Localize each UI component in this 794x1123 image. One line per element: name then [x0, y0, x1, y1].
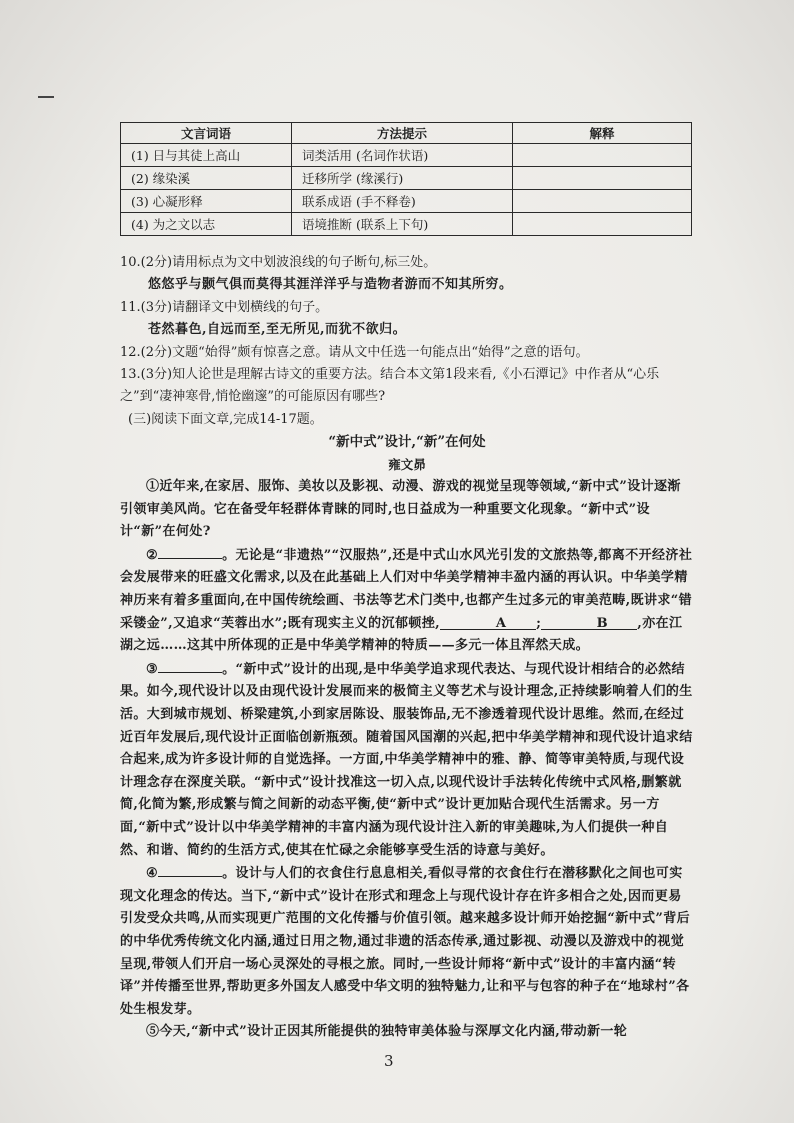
table-cell: 联系成语 (手不释卷) — [292, 190, 513, 213]
question-10-quote: 悠悠乎与颢气俱而莫得其涯洋洋乎与造物者游而不知其所穷。 — [148, 277, 513, 293]
paragraph-3-text: 。“新中式”设计的出现,是中华美学追求现代表达、与现代设计相结合的必然结果。如今,现代设计以及由现代设计发展而来的极简主义等艺术与设计理念,正持续影响着人们的生活。大到城市规划、桥梁建筑,小到家居陈设、服装饰品,无不渗透着现代设计思维。然而,在经过近百年发展后,现代设计正面临创新瓶颈。随着国风国潮的兴起,把中华美学精神和现代设计追求结合起来,成为许多设计师的自觉选择。一方面,中华美学精神中的雅、静、简等审美特质,与现代设计理念存在深度关联。“新中式”设计找准这一切入点,以现代设计手法转化传统中式风格,删繁就简,化简为繁,形成繁与简之间新的动态平衡,使“新中式”设计更加贴合现代生活需求。另一方面,“新中式”设计以中华美学精神的丰富内涵为现代设计注入新的审美趣味,为人们提供一种自然、和谐、简约的生活方式,使其在忙碌之余能够享受生活的诗意与美好。 — [120, 661, 693, 858]
paragraph-3-number: ③ — [146, 661, 159, 677]
header-words: 文言词语 — [121, 123, 292, 144]
answer-cell[interactable] — [513, 213, 692, 236]
table-cell: (2) 缘染溪 — [121, 167, 292, 190]
paragraph-2: ② 。无论是“非遗热”“汉服热”,还是中式山水风光引发的文旅热等,都离不开经济社会发展带来的旺盛文化需求,以及在此基础上人们对中华美学精神丰盈内涵的再认识。中华美学精神历来有着多重面向,在中国传统绘画、书法等艺术门类中,也都产生过多元的审美范畴,既讲求“错采镂金”,又追求“芙蓉出水”;既有现实主义的沉郁顿挫, A ; B ,亦在江湖之远……这其中所体现的正是中华美学精神的特质——多元一体且浑然天成。 — [120, 544, 694, 658]
table-cell: 语境推断 (联系上下句) — [292, 213, 513, 236]
blank-3[interactable] — [158, 658, 222, 673]
table-row — [121, 190, 692, 213]
answer-cell[interactable] — [513, 167, 692, 190]
header-explain: 解释 — [513, 123, 692, 144]
header-method: 方法提示 — [292, 123, 513, 144]
question-12: 12.(2分)文题“始得”颇有惊喜之意。请从文中任选一句能点出“始得”之意的语句。 — [120, 344, 589, 360]
paragraph-3 — [120, 658, 694, 862]
question-13: 13.(3分)知人论世是理解古诗文的重要方法。结合本文第1段来看,《小石潭记》中作者从“心乐之”到“凄神寒骨,悄怆幽邃”的可能原因有哪些? — [120, 367, 660, 405]
content — [120, 252, 694, 1044]
answer-cell[interactable] — [513, 144, 692, 167]
paragraph-4-text: 。设计与人们的衣食住行息息相关,看似寻常的衣食住行在潜移默化之间也可实现文化理念的传达。当下,“新中式”设计在形式和理念上与现代设计存在许多相合之处,因而更易引发受众共鸣,从而实现更广范围的文化传播与价值引领。越来越多设计师开始挖掘“新中式”背后的中华优秀传统文化内涵,通过日用之物,通过非遗的活态传承,通过影视、动漫以及游戏中的视觉呈现,带领人们开启一场心灵深处的寻根之旅。同时,一些设计师将“新中式”设计的丰富内涵“转译”并传播至世界,帮助更多外国友人感受中华文明的独特魅力,让和平与包容的种子在“地球村”各处生根发芽。 — [120, 866, 691, 1017]
table-row — [121, 144, 692, 167]
blank-4[interactable] — [158, 862, 222, 877]
table-row — [121, 167, 692, 190]
paragraph-1: ①近年来,在家居、服饰、美妆以及影视、动漫、游戏的视觉呈现等领域,“新中式”设计逐渐引领审美风尚。它在备受年轻群体青睐的同时,也日益成为一种重要文化现象。“新中式”设计“新”在何处? — [120, 479, 681, 540]
table-cell: 词类活用 (名词作状语) — [292, 144, 513, 167]
paragraph-5: ⑤今天,“新中式”设计正因其所能提供的独特审美体验与深厚文化内涵,带动新一轮 — [146, 1024, 628, 1040]
margin-mark — [38, 96, 54, 98]
article-author: 雍文昴 — [388, 456, 426, 472]
table-header-row — [121, 123, 692, 144]
blank-a[interactable]: A — [440, 613, 536, 630]
page-number: 3 — [384, 1052, 394, 1070]
article-title: “新中式”设计,“新”在何处 — [328, 434, 486, 451]
table-cell: (3) 心凝形释 — [121, 190, 292, 213]
paragraph-2-number: ② — [146, 547, 159, 563]
table-cell: (4) 为之文以志 — [121, 213, 292, 236]
vocab-table — [120, 122, 692, 236]
table-cell: (1) 日与其徒上高山 — [121, 144, 292, 167]
section-3-heading: (三)阅读下面文章,完成14-17题。 — [128, 411, 323, 427]
paragraph-4 — [120, 862, 694, 1021]
blank-b[interactable]: B — [541, 613, 637, 630]
question-11: 11.(3分)请翻译文中划横线的句子。 — [120, 299, 329, 315]
blank-2[interactable] — [158, 544, 222, 559]
answer-cell[interactable] — [513, 190, 692, 213]
paragraph-2-text: 。无论是“非遗热”“汉服热”,还是中式山水风光引发的文旅热等,都离不开经济社会发展带来的旺盛文化需求,以及在此基础上人们对中华美学精神丰盈内涵的再认识。中华美学精神历来有着多重面向,在中国传统绘画、书法等艺术门类中,也都产生过多元的审美范畴,既讲求“错采镂金”,又追求“芙蓉出水”;既有现实主义的沉郁顿挫, — [120, 547, 693, 631]
paragraph-4-number: ④ — [146, 866, 159, 882]
question-10: 10.(2分)请用标点为文中划波浪线的句子断句,标三处。 — [120, 255, 437, 270]
table-cell: 迁移所学 (缘溪行) — [292, 167, 513, 190]
table-row — [121, 213, 692, 236]
paragraph-2-tail: ,亦在江湖之远……这其中所体现的正是中华美学精神的特质——多元一体且浑然天成。 — [120, 615, 683, 654]
question-11-quote: 苍然暮色,自远而至,至无所见,而犹不欲归。 — [148, 322, 407, 338]
